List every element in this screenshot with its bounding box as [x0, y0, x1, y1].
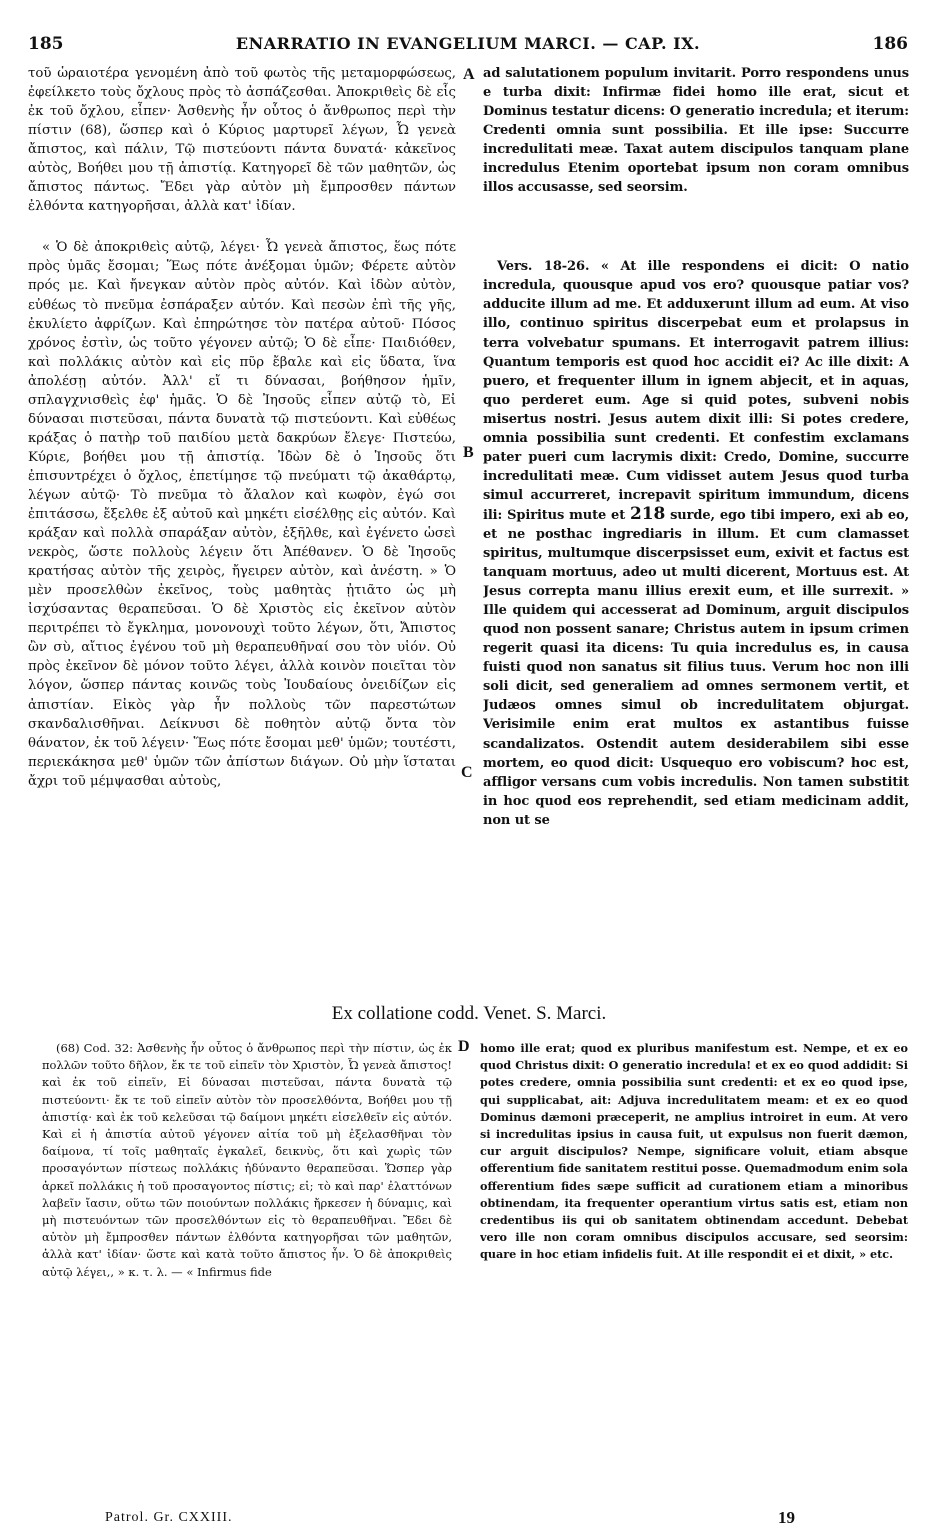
page-number-right: 186 [872, 34, 908, 54]
latin-column [483, 64, 909, 994]
footnote-greek-text: (68) Cod. 32: Ἀσθενὴς ἦν οὗτος ὁ ἄνθρωπος περὶ τὴν πίστιν, ὡς ἐκ πολλῶν τοῦτο δῆλον, ἔκ τε τοῦ εἰπεῖν τὸν Χριστὸν, Ὦ γενεὰ ἄπιστος! καὶ ἐκ τοῦ εἰπεῖν, Εἰ δύνασαι πιστεῦσαι, πάντα δυνατὰ τῷ πιστεύοντι· ἔκ τε τοῦ εἰπεῖν αὐτὸν τὸν προσελθόντα, Βοήθει μου τῇ ἀπιστίᾳ· καὶ ἐκ τοῦ κελεῦσαι τῷ δαίμονι μηκέτι εἰσελθεῖν εἰς αὐτόν. Καὶ εἰ ἡ ἀπιστία αὐτοῦ γέγονεν αἰτία τοῦ μὴ ἐξελασθῆναι τὸν δαίμονα, τί τοῖς μαθηταῖς ἐγκαλεῖ, δεικνὺς, ὅτι καὶ χωρὶς τῶν προσαγόντων πίστεως πολλάκις ἠδύναντο θεραπεῦσαι. Ὥσπερ γὰρ ἀρκεῖ πολλάκις ἡ τοῦ προσαγοντος πίστις; εἰ; τὸ καὶ παρ' ἐλαττόνων λαβεῖν ἴασιν, οὕτω τῶν ποιούντων πολλάκις ἤρκεσεν ἡ δύναμις, καὶ μὴ πιστευόντων τῶν προσελθόντων εἰς τὸ θεραπευθῆναι. Ἔδει δὲ αὐτὸν μὴ ἔμπροσθεν πάντων ἐλθόντα κατηγορῆσαι τῶν μαθητῶν, ἀλλὰ κατ' ἰδίαν· ὥστε καὶ κατὰ τοῦτο ἄπιστος ἦν. Ὁ δὲ ἀποκριθεὶς αὐτῷ λέγει,, » κ. τ. λ. — « Infirmus fide [42, 1041, 452, 1279]
latin-paragraph-2-rest: surde, ego tibi impero, exi ab eo, et ne posthac ingrediaris in illum. Et cum clamasset spiritus, multumque discerpsisset eum, exivit et factus est tanquam mortuus, adeo ut multi dicerent, Mortuus est. At Jesus correpta manu illius erexit eum, et ille surrexit. » Ille quidem qui accesserat ad Dominum, arguit discipulos quod non possent sanare; Christus autem in ipsum crimen regerit quasi ita dicens: Tu quia incredulus es, in causa fuisti quod non sanatus sit filius tuus. Verum hoc non illi soli dicit, sed generaliem ad omnes sermonem vertit, et Judæos omnes simul ob incredulitatem objurgat. Verisimile enim erat multos ex astantibus fuisse scandalizatos. Ostendit autem desiderabilem sibi esse mortem, eo quod dicit: Usquequo ero vobiscum? hoc est, affligor versans cum vobis incredulis. Non tamen substitit in hoc quod eos reprehendit, sed etiam medicinam addit, non ut se [483, 507, 909, 828]
footer-signature: 19 [778, 1508, 795, 1527]
greek-column [28, 64, 456, 994]
column-number: 218 [630, 503, 666, 524]
margin-marker-c: C [461, 764, 473, 781]
page-number-left: 185 [28, 34, 64, 54]
margin-marker-b: B [463, 444, 474, 461]
footnote-latin [480, 1040, 908, 1498]
latin-paragraph-2 [483, 257, 909, 829]
footer-series: Patrol. Gr. CXXIII. [105, 1510, 233, 1525]
greek-paragraph-1: τοῦ ὡραιοτέρα γενομένη ἀπὸ τοῦ φωτὸς τῆς μεταμορφώσεως, ἐφείλκετο τοὺς ὄχλους πρὸς τὸ ἀσπάζεσθαι. Ἀποκριθεὶς δὲ εἷς ἐκ τοῦ ὄχλου, εἶπεν· Ἀσθενὴς ἦν οὗτος ὁ ἄνθρωπος περὶ τὴν πίστιν (68), ὥσπερ καὶ ὁ Κύριος μαρτυρεῖ λέγων, Ὦ γενεὰ ἄπιστος, καὶ πάλιν, Τῷ πιστεύοντι πάντα δυνατά· κἀκεῖνος αὐτὸς, Βοήθει μου τῇ ἀπιστίᾳ. Κατηγορεῖ δὲ τῶν μαθητῶν, ὡς ἄπιστος πάντως. Ἔδει γὰρ αὐτὸν μὴ ἔμπροσθεν πάντων ἐλθόντα κατηγορῆσαι, ἀλλὰ κατ' ἰδίαν. [28, 66, 456, 215]
latin-paragraph-1: ad salutationem populum invitarit. Porro respondens unus e turba dixit: Infirmæ fidei homo ille erat, sicut et Dominus testatur dicens: O generatio incredula; et iterum: Credenti omnia sunt possibilia. Et ille ipse: Succurre incredulitati meæ. Taxat autem discipulos tanquam plane incredulus Etenim oportebat ipsum non coram omnibus illos accusasse, sed seorsim. [483, 66, 909, 196]
running-title: ENARRATIO IN EVANGELIUM MARCI. — CAP. IX. [235, 34, 701, 53]
margin-marker-a: A [463, 66, 475, 83]
margin-marker-d: D [458, 1038, 470, 1055]
section-title: Ex collatione codd. Venet. S. Marci. [331, 1003, 607, 1024]
running-header [28, 34, 908, 56]
latin-paragraph-2-text: Vers. 18-26. « At ille respondens ei dicit: O natio incredula, quousque apud vos ero? quousque patiar vos? adducite illum ad me. Et adduxerunt illum ad eum. At viso illo, continuo spiritus discerpebat eum et prolapsus in terra volvebatur spumans. Et interrogavit patrem illius: Quantum temporis est quod hoc accidit ei? Ac ille dixit: A puero, et frequenter illum in ignem abjecit, et in aquas, quo perderet eum. Age si quid potes, subveni nobis misertus nostri. Jesus autem dixit illi: Si potes credere, omnia possibilia sunt credenti. Et confestim exclamans pater pueri cum lacrymis dixit: Credo, Domine, succurre incredulitati meæ. Cum vidisset autem Jesus quod turba simul accurreret, increpavit spiritum immundum, dicens ili: Spiritus mute et [483, 259, 909, 523]
footnote-latin-text: homo ille erat; quod ex pluribus manifestum est. Nempe, et ex eo quod Christus dixit: O generatio incredula! et ex eo quod addidit: Si potes credere, omnia possibilia sunt credenti: et ex eo quod ipse, qui supplicabat, ait: Adjuva incredulitatem meam: et ex eo quod Dominus dæmoni præceperit, ne amplius introiret in eum. At vero si incredulitas ipsius in causa fuit, ut expulsus non fuerit dæmon, cur arguit discipulos? Nempe, significare voluit, etiam absque offerentium fide sanitatem restitui posse. Quemadmodum enim sola offerentium fides sæpe sufficit ad curationem etiam a minoribus obtinendam, ita frequenter operantium virtus satis est, etiam non credentibus iis qui ob sanitatem obtinendam accedunt. Debebat vero ille non coram omnibus discipulos accusare, sed seorsim: quare in hoc etiam infidelis fuit. At ille respondit ei et dixit, » etc. [480, 1041, 908, 1262]
footnote-greek [42, 1040, 452, 1498]
greek-paragraph-2: « Ὁ δὲ ἀποκριθεὶς αὐτῷ, λέγει· Ὦ γενεὰ ἄπιστος, ἕως πότε πρὸς ὑμᾶς ἔσομαι; Ἕως πότε ἀνέξομαι ὑμῶν; Φέρετε αὐτὸν πρός με. Καὶ ἤνεγκαν αὐτὸν πρὸς αὐτόν. Καὶ ἰδὼν αὐτὸν, εὐθέως τὸ πνεῦμα ἐσπάραξεν αὐτόν. Καὶ πεσὼν ἐπὶ τῆς γῆς, ἐκυλίετο ἀφρίζων. Καὶ ἐπηρώτησε τὸν πατέρα αὐτοῦ· Πόσος χρόνος ἐστὶν, ὡς τοῦτο γέγονεν αὐτῷ; Ὁ δὲ εἶπε· Παιδιόθεν, καὶ πολλάκις αὐτὸν καὶ εἰς πῦρ ἔβαλε καὶ εἰς ὕδατα, ἵνα ἀπολέσῃ αὐτόν. Ἀλλ' εἴ τι δύνασαι, βοήθησον ἡμῖν, σπλαγχνισθεὶς ἐφ' ἡμᾶς. Ὁ δὲ Ἰησοῦς εἶπεν αὐτῷ τὸ, Εἰ δύνασαι πιστεῦσαι, πάντα δυνατὰ τῷ πιστεύοντι. Καὶ εὐθέως κράξας ὁ πατὴρ τοῦ παιδίου μετὰ δακρύων ἔλεγε· Πιστεύω, Κύριε, βοήθει μου τῇ ἀπιστίᾳ. Ἰδὼν δὲ ὁ Ἰησοῦς ὅτι ἐπισυντρέχει ὁ ὄχλος, ἐπετίμησε τῷ πνεύματι τῷ ἀκαθάρτῳ, λέγων αὐτῷ· Τὸ πνεῦμα τὸ ἄλαλον καὶ κωφὸν, ἐγώ σοι ἐπιτάσσω, ἔξελθε ἐξ αὐτοῦ καὶ μηκέτι εἰσέλθῃς εἰς αὐτόν. Καὶ κράξαν καὶ πολλὰ σπαράξαν αὐτὸν, ἐξῆλθε, καὶ ἐγένετο ὡσεὶ νεκρὸς, ὥστε πολλοὺς λέγειν ὅτι Ἀπέθανεν. Ὁ δὲ Ἰησοῦς κρατήσας αὐτὸν τῆς χειρὸς, ἤγειρεν αὐτὸν, καὶ ἀνέστη. » Ὁ μὲν προσελθὼν ἐκεῖνος, τοὺς μαθητὰς ᾐτιᾶτο ὡς μὴ ἰσχύσαντας θεραπεῦσαι. Ὁ δὲ Χριστὸς εἰς ἐκεῖνον αὐτὸν περιτρέπει τὸ ἔγκλημα, μονονουχὶ τοῦτο λέγων, ὅτι, Ἄπιστος ὢν σὺ, αἴτιος ἐγένου τοῦ μὴ θεραπευθῆναί σου τὸν υἱόν. Οὐ πρὸς ἐκεῖνον δὲ μόνον τοῦτο λέγει, ἀλλὰ κοινὸν ποιεῖται τὸν λόγον, ὥσπερ πάντας κοινῶς τοὺς Ἰουδαίους ὀνειδίζων εἰς ἀπιστίαν. Εἰκὸς γὰρ ἦν πολλοὺς τῶν παρεστώτων σκανδαλισθῆναι. Δείκνυσι δὲ ποθητὸν αὐτῷ ὄντα τὸν θάνατον, ἐκ τοῦ λέγειν· Ἕως πότε ἔσομαι μεθ' ὑμῶν; τουτέστι, περιεκάκησα μεθ' ὑμῶν τῶν ἀπίστων διάγων. Οὐ μὴν ἵσταται ἄχρι τοῦ μέμψασθαι αὐτοὺς, [28, 240, 456, 789]
